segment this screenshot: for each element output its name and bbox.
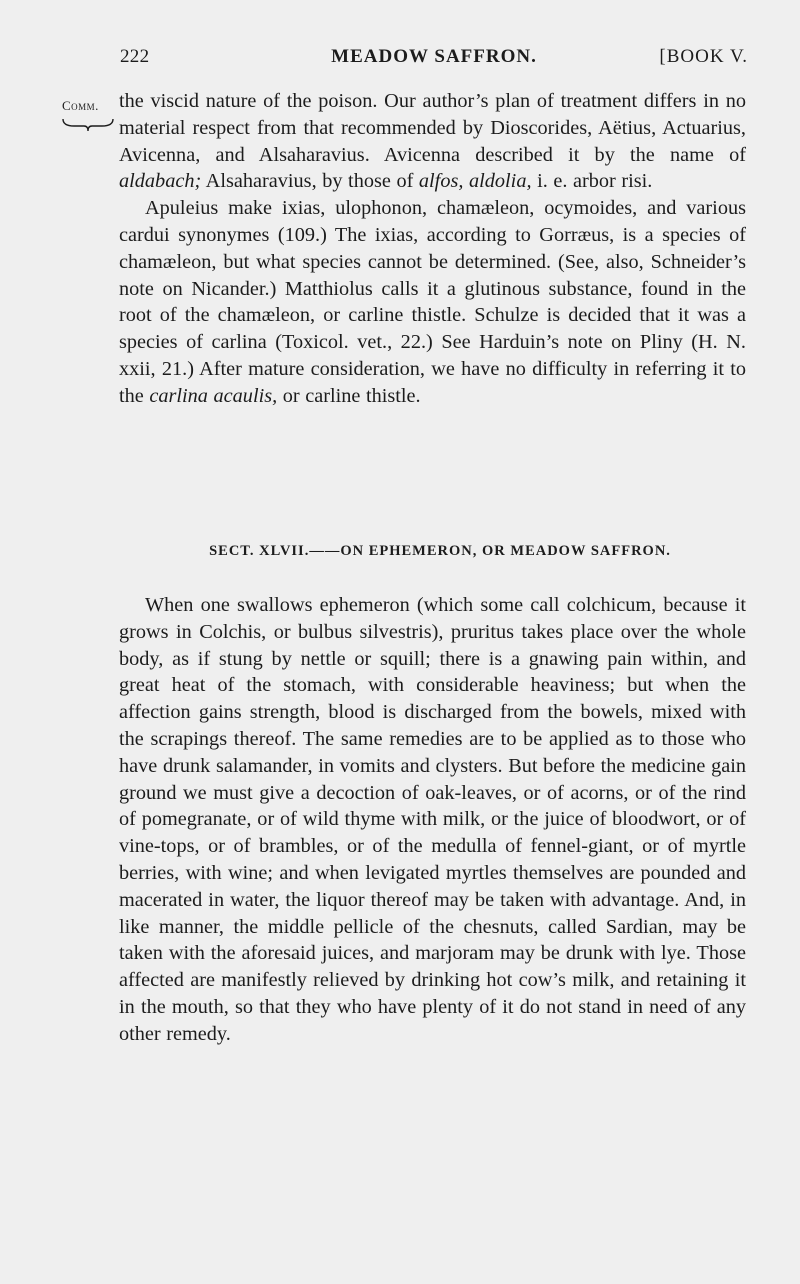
text-run: Alsaharavius, by those of bbox=[201, 170, 419, 193]
commentary-paragraph-1 bbox=[119, 88, 746, 195]
page-number: 222 bbox=[120, 46, 150, 67]
text-run: Apuleius make ixias, ulophonon, chamæleon, ocymoides, and various cardui synonymes (109.) The ixias, according to Gorræus, is a species of chamæleon, but what species cannot be determined. (See, also, Schneider’s note on Nicander.) Matthiolus calls it a glutinous substance, found in the root of the chamæleon, or carline thistle. Schulze is decided that it was a species of carlina (Toxicol. vet., 22.) See Harduin’s note on Pliny (H. N. xxii, 21.) After mature consideration, we have no difficulty in referring it to the bbox=[119, 197, 746, 407]
book-reference: [BOOK V. bbox=[659, 46, 748, 67]
italic-term: alfos, aldolia, bbox=[418, 170, 532, 193]
text-run: the viscid nature of the poison. Our author’s plan of treatment differs in no material respect from that recommended by Dioscorides, Aëtius, Actuarius, Avicenna, and Alsaharavius. Avicenna described it by the name of bbox=[119, 90, 746, 166]
italic-term: carlina acaulis, bbox=[149, 384, 278, 407]
running-header bbox=[120, 46, 748, 72]
italic-term: aldabach; bbox=[119, 170, 202, 193]
body-paragraph: When one swallows ephemeron (which some call colchicum, because it grows in Colchis, or bulbus silvestris), pruritus takes place over the whole body, as if stung by nettle or squill; there is a gnawing pain within, and great heat of the stomach, with considerable heaviness; but when the affection gains strength, blood is discharged from the bowels, mixed with the scrapings thereof. The same remedies are to be applied as to those who have drunk salamander, in vomits and clysters. But before the medicine gain ground we must give a decoction of oak-leaves, or of acorns, or of the rind of pomegranate, or of wild thyme with milk, or the juice of bloodwort, or of vine-tops, or of brambles, or of the medulla of fennel-giant, or of myrtle berries, with wine; and when levigated myrtles themselves are pounded and macerated in water, the liquor thereof may be taken with advantage. And, in like manner, the middle pellicle of the chesnuts, called Sardian, may be taken with the aforesaid juices, and marjoram may be drunk with lye. Those affected are manifestly relieved by drinking hot cow’s milk, and retaining it in the mouth, so that they who have plenty of it do not stand in need of any other remedy. bbox=[119, 594, 746, 1045]
margin-note: Comm. bbox=[62, 98, 99, 113]
text-run: or carline thistle. bbox=[277, 384, 421, 407]
margin-brace-icon bbox=[62, 117, 114, 133]
section-body bbox=[119, 592, 746, 1048]
text-run: i. e. arbor risi. bbox=[531, 170, 653, 193]
section-heading: SECT. XLVII.——ON EPHEMERON, OR MEADOW SAFFRON. bbox=[209, 543, 671, 559]
running-title: MEADOW SAFFRON. bbox=[331, 46, 537, 67]
commentary-paragraph-2 bbox=[119, 195, 746, 409]
commentary-block bbox=[119, 88, 746, 410]
